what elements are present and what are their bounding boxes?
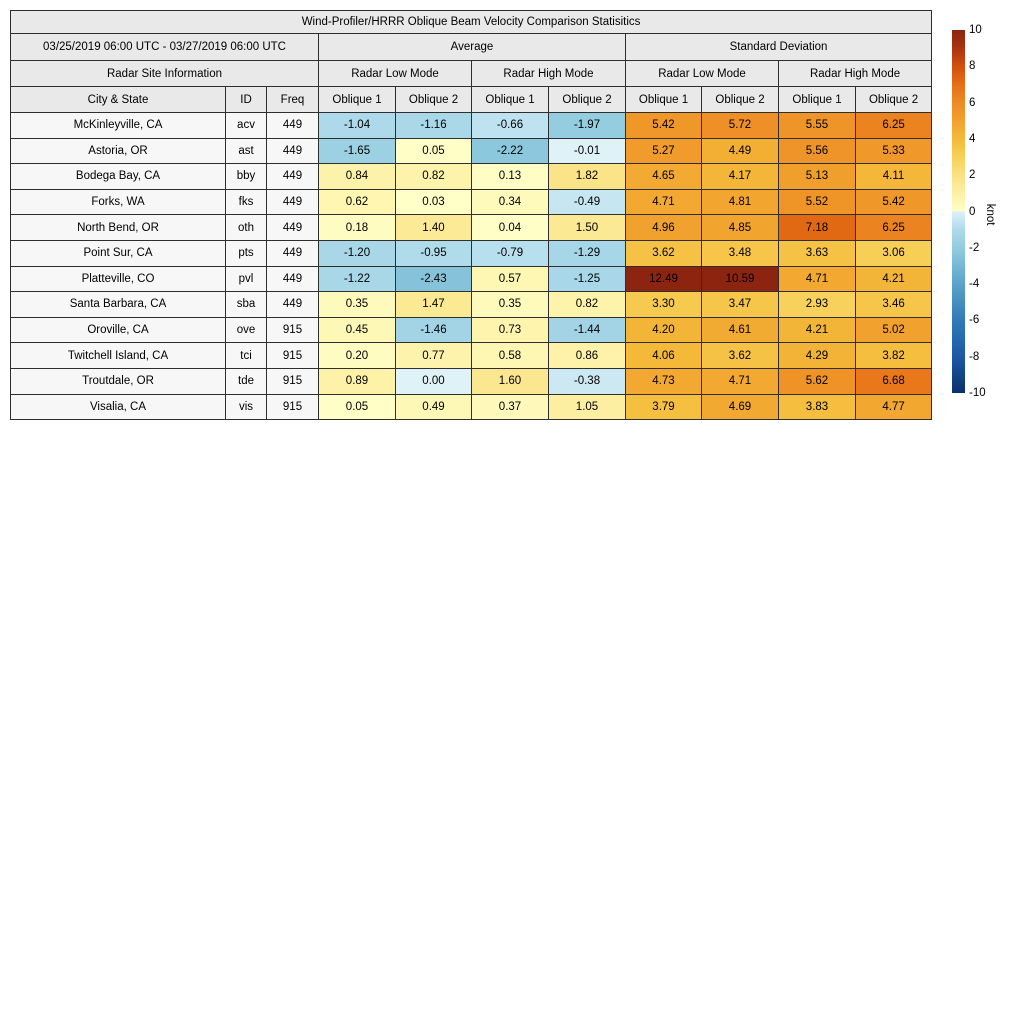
freq-cell: 449: [267, 266, 319, 292]
column-header-row: [11, 87, 932, 113]
value-cell: -0.38: [549, 368, 626, 394]
value-cell: 0.58: [472, 343, 549, 369]
value-cell: 4.71: [702, 368, 779, 394]
value-cell: 3.83: [779, 394, 856, 420]
value-cell: 6.68: [856, 368, 932, 394]
colorbar-tick-label: 2: [969, 169, 976, 182]
freq-cell: 449: [267, 240, 319, 266]
freq-cell: 915: [267, 317, 319, 343]
value-cell: 0.49: [396, 394, 472, 420]
city-cell: Forks, WA: [11, 189, 226, 215]
table-row-ast: [11, 138, 932, 164]
value-cell: 4.06: [626, 343, 702, 369]
value-cell: 4.21: [856, 266, 932, 292]
id-cell: sba: [226, 292, 267, 318]
table-row-ove: [11, 317, 932, 343]
mode-header-avg-high: Radar High Mode: [472, 61, 626, 87]
value-cell: 4.17: [702, 164, 779, 190]
freq-cell: 449: [267, 138, 319, 164]
id-cell: acv: [226, 113, 267, 139]
value-cell: 0.03: [396, 189, 472, 215]
value-cell: 2.93: [779, 292, 856, 318]
value-cell: 0.84: [319, 164, 396, 190]
colorbar-gradient: [952, 30, 965, 393]
group-header-row: [11, 34, 932, 61]
value-cell: 0.13: [472, 164, 549, 190]
id-cell: fks: [226, 189, 267, 215]
value-cell: 5.27: [626, 138, 702, 164]
value-cell: 0.35: [472, 292, 549, 318]
mode-header-row: [11, 61, 932, 87]
value-cell: 0.82: [549, 292, 626, 318]
column-header-oblique: Oblique 2: [396, 87, 472, 113]
value-cell: 0.34: [472, 189, 549, 215]
site-info-header: Radar Site Information: [11, 61, 319, 87]
value-cell: 4.77: [856, 394, 932, 420]
value-cell: 0.77: [396, 343, 472, 369]
value-cell: 4.81: [702, 189, 779, 215]
table-row-pts: [11, 240, 932, 266]
freq-cell: 915: [267, 394, 319, 420]
value-cell: -1.16: [396, 113, 472, 139]
value-cell: -1.44: [549, 317, 626, 343]
table-row-fks: [11, 189, 932, 215]
freq-cell: 449: [267, 164, 319, 190]
average-group-header: Average: [319, 34, 626, 61]
value-cell: -1.29: [549, 240, 626, 266]
id-cell: tde: [226, 368, 267, 394]
value-cell: 0.35: [319, 292, 396, 318]
value-cell: 4.49: [702, 138, 779, 164]
column-header-city: City & State: [11, 87, 226, 113]
freq-cell: 449: [267, 189, 319, 215]
value-cell: 4.11: [856, 164, 932, 190]
column-header-oblique: Oblique 2: [549, 87, 626, 113]
value-cell: -0.66: [472, 113, 549, 139]
value-cell: 3.82: [856, 343, 932, 369]
table-row-sba: [11, 292, 932, 318]
value-cell: -0.95: [396, 240, 472, 266]
value-cell: 3.48: [702, 240, 779, 266]
value-cell: 0.73: [472, 317, 549, 343]
city-cell: Point Sur, CA: [11, 240, 226, 266]
column-header-oblique: Oblique 2: [856, 87, 932, 113]
table-row-tde: [11, 368, 932, 394]
city-cell: Troutdale, OR: [11, 368, 226, 394]
value-cell: 5.56: [779, 138, 856, 164]
table-row-acv: [11, 113, 932, 139]
value-cell: 3.46: [856, 292, 932, 318]
date-range-cell: 03/25/2019 06:00 UTC - 03/27/2019 06:00 UTC: [11, 34, 319, 61]
colorbar-tick-label: -8: [969, 350, 980, 363]
table-title: Wind-Profiler/HRRR Oblique Beam Velocity Comparison Statisitics: [11, 11, 932, 34]
value-cell: -0.49: [549, 189, 626, 215]
id-cell: ove: [226, 317, 267, 343]
table-row-bby: [11, 164, 932, 190]
freq-cell: 915: [267, 343, 319, 369]
colorbar: [952, 24, 996, 399]
value-cell: 5.33: [856, 138, 932, 164]
column-header-oblique: Oblique 2: [702, 87, 779, 113]
colorbar-tick-label: 6: [969, 96, 976, 109]
value-cell: 4.71: [779, 266, 856, 292]
value-cell: 0.05: [396, 138, 472, 164]
value-cell: -2.22: [472, 138, 549, 164]
value-cell: 5.42: [626, 113, 702, 139]
value-cell: -2.43: [396, 266, 472, 292]
value-cell: 1.50: [549, 215, 626, 241]
value-cell: -1.46: [396, 317, 472, 343]
table-body: [11, 113, 932, 420]
value-cell: 3.06: [856, 240, 932, 266]
value-cell: 6.25: [856, 215, 932, 241]
value-cell: 0.89: [319, 368, 396, 394]
value-cell: -0.01: [549, 138, 626, 164]
value-cell: 5.52: [779, 189, 856, 215]
table-row-vis: [11, 394, 932, 420]
mode-header-std-high: Radar High Mode: [779, 61, 932, 87]
id-cell: pvl: [226, 266, 267, 292]
city-cell: North Bend, OR: [11, 215, 226, 241]
value-cell: 5.62: [779, 368, 856, 394]
value-cell: 4.96: [626, 215, 702, 241]
id-cell: ast: [226, 138, 267, 164]
value-cell: -1.25: [549, 266, 626, 292]
value-cell: 1.47: [396, 292, 472, 318]
id-cell: tci: [226, 343, 267, 369]
city-cell: Santa Barbara, CA: [11, 292, 226, 318]
colorbar-tick-label: -4: [969, 278, 980, 291]
column-header-oblique: Oblique 1: [472, 87, 549, 113]
colorbar-tick-label: 4: [969, 132, 976, 145]
city-cell: Platteville, CO: [11, 266, 226, 292]
value-cell: 0.37: [472, 394, 549, 420]
city-cell: Astoria, OR: [11, 138, 226, 164]
id-cell: pts: [226, 240, 267, 266]
id-cell: oth: [226, 215, 267, 241]
colorbar-tick-label: 0: [969, 205, 976, 218]
stats-table: [10, 10, 932, 420]
column-header-id: ID: [226, 87, 267, 113]
value-cell: 0.86: [549, 343, 626, 369]
value-cell: 4.71: [626, 189, 702, 215]
value-cell: 0.20: [319, 343, 396, 369]
freq-cell: 449: [267, 292, 319, 318]
value-cell: 4.73: [626, 368, 702, 394]
value-cell: -1.22: [319, 266, 396, 292]
value-cell: 7.18: [779, 215, 856, 241]
value-cell: 1.82: [549, 164, 626, 190]
city-cell: Twitchell Island, CA: [11, 343, 226, 369]
value-cell: 0.05: [319, 394, 396, 420]
value-cell: 0.62: [319, 189, 396, 215]
value-cell: 4.85: [702, 215, 779, 241]
city-cell: Oroville, CA: [11, 317, 226, 343]
value-cell: 0.00: [396, 368, 472, 394]
value-cell: -1.04: [319, 113, 396, 139]
table-row-oth: [11, 215, 932, 241]
value-cell: -0.79: [472, 240, 549, 266]
city-cell: Visalia, CA: [11, 394, 226, 420]
value-cell: 0.57: [472, 266, 549, 292]
id-cell: vis: [226, 394, 267, 420]
id-cell: bby: [226, 164, 267, 190]
value-cell: 4.69: [702, 394, 779, 420]
value-cell: 10.59: [702, 266, 779, 292]
freq-cell: 915: [267, 368, 319, 394]
value-cell: 1.40: [396, 215, 472, 241]
value-cell: -1.97: [549, 113, 626, 139]
column-header-oblique: Oblique 1: [626, 87, 702, 113]
value-cell: 3.79: [626, 394, 702, 420]
table-row-tci: [11, 343, 932, 369]
freq-cell: 449: [267, 215, 319, 241]
colorbar-tick-label: -6: [969, 314, 980, 327]
value-cell: 3.62: [626, 240, 702, 266]
colorbar-unit-label: knot: [984, 203, 996, 225]
value-cell: 4.65: [626, 164, 702, 190]
value-cell: 3.63: [779, 240, 856, 266]
mode-header-std-low: Radar Low Mode: [626, 61, 779, 87]
value-cell: 6.25: [856, 113, 932, 139]
title-row: [11, 11, 932, 34]
value-cell: -1.20: [319, 240, 396, 266]
value-cell: 4.21: [779, 317, 856, 343]
colorbar-tick-label: 8: [969, 60, 976, 73]
city-cell: Bodega Bay, CA: [11, 164, 226, 190]
std-dev-group-header: Standard Deviation: [626, 34, 932, 61]
value-cell: 0.82: [396, 164, 472, 190]
colorbar-tick-label: -2: [969, 241, 980, 254]
value-cell: 12.49: [626, 266, 702, 292]
value-cell: 0.45: [319, 317, 396, 343]
value-cell: 4.20: [626, 317, 702, 343]
value-cell: 5.42: [856, 189, 932, 215]
value-cell: 5.13: [779, 164, 856, 190]
value-cell: 1.05: [549, 394, 626, 420]
column-header-oblique: Oblique 1: [319, 87, 396, 113]
table-row-pvl: [11, 266, 932, 292]
value-cell: 3.62: [702, 343, 779, 369]
value-cell: 4.29: [779, 343, 856, 369]
value-cell: 5.55: [779, 113, 856, 139]
value-cell: 3.30: [626, 292, 702, 318]
value-cell: -1.65: [319, 138, 396, 164]
value-cell: 5.72: [702, 113, 779, 139]
value-cell: 3.47: [702, 292, 779, 318]
value-cell: 5.02: [856, 317, 932, 343]
value-cell: 1.60: [472, 368, 549, 394]
colorbar-tick-label: -10: [969, 387, 986, 399]
column-header-freq: Freq: [267, 87, 319, 113]
colorbar-tick-label: 10: [969, 24, 982, 36]
city-cell: McKinleyville, CA: [11, 113, 226, 139]
value-cell: 0.04: [472, 215, 549, 241]
column-header-oblique: Oblique 1: [779, 87, 856, 113]
freq-cell: 449: [267, 113, 319, 139]
value-cell: 4.61: [702, 317, 779, 343]
mode-header-avg-low: Radar Low Mode: [319, 61, 472, 87]
value-cell: 0.18: [319, 215, 396, 241]
